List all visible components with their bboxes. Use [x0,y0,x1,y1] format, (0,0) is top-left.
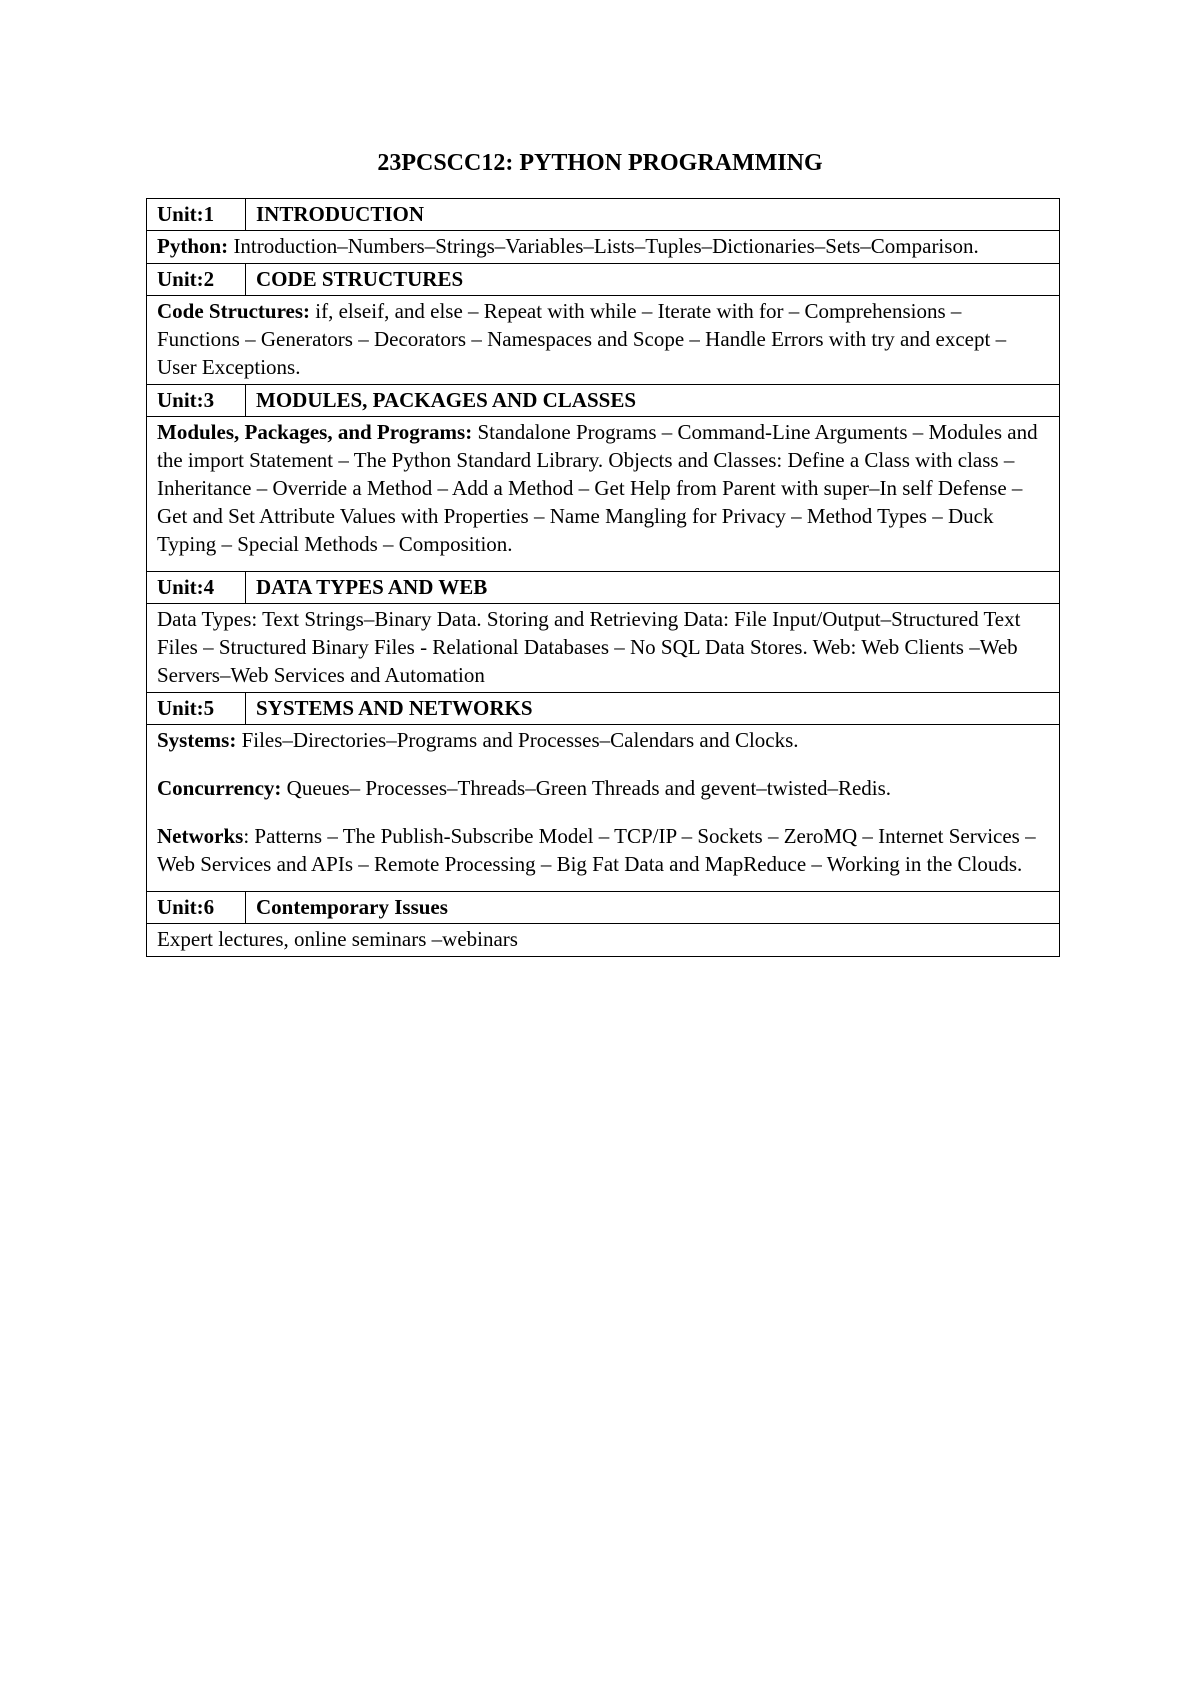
paragraph-lead: Systems: [157,728,237,752]
unit-header-row [147,572,1060,604]
unit-content [147,296,1060,385]
paragraph-text: Expert lectures, online seminars –webinars [157,927,518,951]
unit-title: SYSTEMS AND NETWORKS [246,693,1060,725]
unit-content [147,231,1060,264]
unit-content [147,725,1060,892]
unit-content-row [147,924,1060,957]
unit-paragraph [157,925,1049,953]
paragraph-text: Introduction–Numbers–Strings–Variables–Lists–Tuples–Dictionaries–Sets–Comparison. [228,234,979,258]
unit-number: Unit:5 [147,693,246,725]
unit-number: Unit:1 [147,199,246,231]
spacer [157,558,1049,568]
unit-number: Unit:4 [147,572,246,604]
unit-paragraph [157,232,1049,260]
paragraph-text: if, elseif, and else – Repeat with while – Iterate with for – Comprehensions – Functions – Generators – Decorators – Namespaces and Scope – Handle Errors with try and except – User Exceptions. [157,299,1007,379]
unit-title: CODE STRUCTURES [246,264,1060,296]
unit-title: DATA TYPES AND WEB [246,572,1060,604]
unit-content [147,417,1060,572]
paragraph-lead: Networks [157,824,244,848]
unit-title: MODULES, PACKAGES AND CLASSES [246,385,1060,417]
paragraph-text: Queues– Processes–Threads–Green Threads and gevent–twisted–Redis. [281,776,892,800]
unit-content-row [147,725,1060,892]
unit-content [147,924,1060,957]
unit-content [147,604,1060,693]
unit-paragraph [157,774,1049,802]
unit-paragraph [157,726,1049,754]
unit-header-row [147,693,1060,725]
paragraph-lead: Python: [157,234,229,258]
paragraph-text: Data Types: Text Strings–Binary Data. Storing and Retrieving Data: File Input/Output–Structured Text Files – Structured Binary Files - Relational Databases – No SQL Data Stores. Web: Web Clients –Web Servers–Web Services and Automation [157,607,1021,687]
unit-title: INTRODUCTION [246,199,1060,231]
unit-content-row [147,296,1060,385]
unit-paragraph [157,822,1049,878]
unit-paragraph [157,418,1049,558]
page-title: 23PCSCC12: PYTHON PROGRAMMING [377,150,823,176]
unit-number: Unit:2 [147,264,246,296]
paragraph-text: : Patterns – The Publish-Subscribe Model – TCP/IP – Sockets – ZeroMQ – Internet Services – Web Services and APIs – Remote Processing – Big Fat Data and MapReduce – Working in the Clouds. [157,824,1036,876]
unit-paragraph [157,297,1049,381]
unit-paragraph [157,605,1049,689]
unit-number: Unit:3 [147,385,246,417]
unit-header-row [147,264,1060,296]
unit-content-row [147,417,1060,572]
unit-content-row [147,231,1060,264]
syllabus-table [146,198,1060,957]
unit-number: Unit:6 [147,892,246,924]
paragraph-text: Files–Directories–Programs and Processes–Calendars and Clocks. [236,728,799,752]
paragraph-text: Standalone Programs – Command-Line Arguments – Modules and the import Statement – The Python Standard Library. Objects and Classes: Define a Class with class – Inheritance – Override a Method – Add a Method – Get Help from Parent with super–In self Defense –Get and Set Attribute Values with Properties – Name Mangling for Privacy – Method Types – Duck Typing – Special Methods – Composition. [157,420,1038,556]
paragraph-lead: Code Structures: [157,299,311,323]
unit-header-row [147,199,1060,231]
paragraph-lead: Concurrency: [157,776,282,800]
unit-content-row [147,604,1060,693]
unit-header-row [147,892,1060,924]
spacer [157,878,1049,888]
paragraph-lead: Modules, Packages, and Programs: [157,420,473,444]
unit-header-row [147,385,1060,417]
unit-title: Contemporary Issues [246,892,1060,924]
